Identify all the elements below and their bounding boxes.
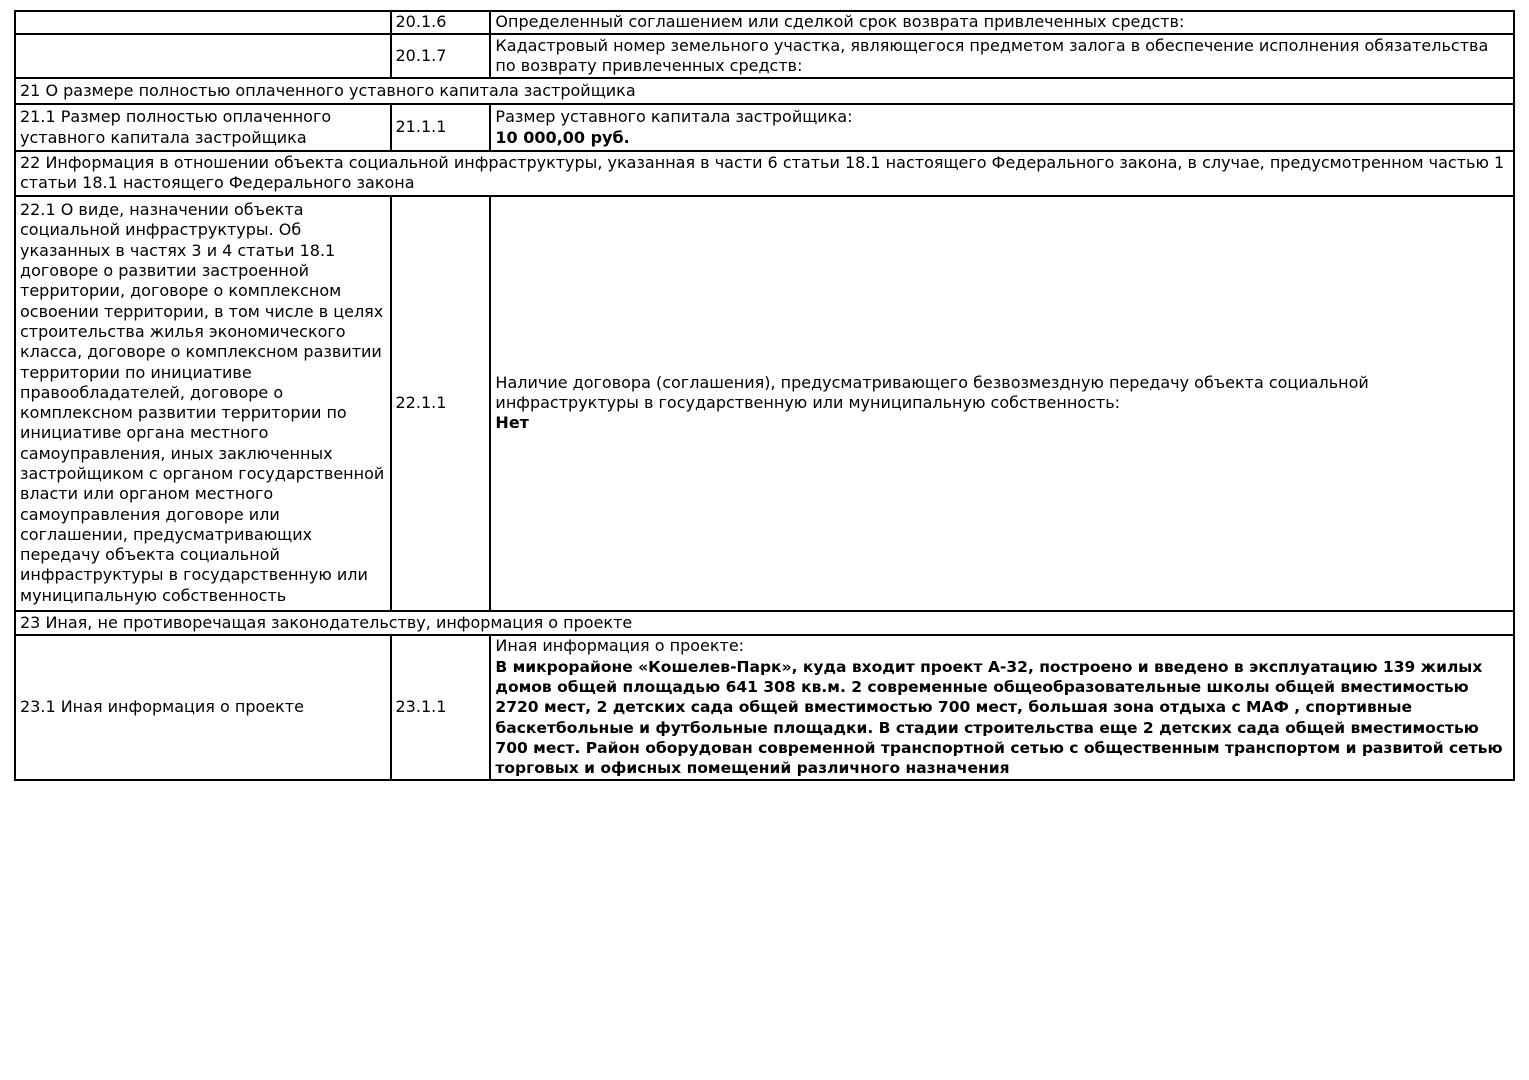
section-title: 22 Информация в отношении объекта социальной инфраструктуры, указанная в части 6 статьи 18.1 настоящего Федерального закона, в случае, предусмотренном частью 1 статьи 18.1 настоящего Федерального закона bbox=[15, 151, 1514, 196]
cell-label: 23.1 Иная информация о проекте bbox=[15, 635, 391, 780]
cell-desc-value bbox=[490, 635, 1514, 780]
desc-line: Наличие договора (соглашения), предусматривающего безвозмездную передачу объекта социальной инфраструктуры в государственную или муниципальную собственность: bbox=[495, 372, 1369, 412]
section-header-row bbox=[15, 151, 1514, 196]
cell-label: 21.1 Размер полностью оплаченного уставного капитала застройщика bbox=[15, 104, 391, 151]
table-row bbox=[15, 196, 1514, 611]
table-row bbox=[15, 34, 1514, 78]
value-line: 10 000,00 руб. bbox=[495, 127, 630, 147]
cell-label-empty bbox=[15, 34, 391, 78]
cell-desc-value bbox=[490, 104, 1514, 151]
cell-desc-value bbox=[490, 196, 1514, 611]
cell-code: 20.1.7 bbox=[391, 34, 491, 78]
cell-desc: Определенный соглашением или сделкой срок возврата привлеченных средств: bbox=[490, 11, 1514, 34]
section-title: 23 Иная, не противоречащая законодательству, информация о проекте bbox=[15, 611, 1514, 635]
cell-code: 21.1.1 bbox=[391, 104, 491, 151]
declaration-table bbox=[14, 10, 1515, 781]
section-header-row bbox=[15, 611, 1514, 635]
table-row bbox=[15, 635, 1514, 780]
cell-code: 23.1.1 bbox=[391, 635, 491, 780]
section-title: 21 О размере полностью оплаченного уставного капитала застройщика bbox=[15, 78, 1514, 104]
cell-code: 22.1.1 bbox=[391, 196, 491, 611]
section-header-row bbox=[15, 78, 1514, 104]
cell-desc: Кадастровый номер земельного участка, являющегося предметом залога в обеспечение исполнения обязательства по возврату привлеченных средств: bbox=[490, 34, 1514, 78]
cell-label-empty bbox=[15, 11, 391, 34]
cell-label: 22.1 О виде, назначении объекта социальной инфраструктуры. Об указанных в частях 3 и 4 статьи 18.1 договоре о развитии застроенной территории, договоре о комплексном освоении территории, в том числе в целях строительства жилья экономического класса, договоре о комплексном развитии территории по инициативе правообладателей, договоре о комплексном развитии территории по инициативе органа местного самоуправления, иных заключенных застройщиком с органом государственной власти или органом местного самоуправления договоре или соглашении, предусматривающих передачу объекта социальной инфраструктуры в государственную или муниципальную собственность bbox=[15, 196, 391, 611]
desc-line: Размер уставного капитала застройщика: bbox=[495, 107, 853, 127]
cell-code: 20.1.6 bbox=[391, 11, 491, 34]
table-row bbox=[15, 104, 1514, 151]
desc-line: Иная информация о проекте: bbox=[495, 636, 745, 656]
value-line: Нет bbox=[495, 413, 529, 433]
table-row bbox=[15, 11, 1514, 34]
value-paragraph: В микрорайоне «Кошелев-Парк», куда входит проект А-32, построено и введено в эксплуатацию 139 жилых домов общей площадью 641 308 кв.м. 2 современные общеобразовательные школы общей вместимостью 2720 мест, 2 детских сада общей вместимостью 700 мест, большая зона отдыха с МАФ , спортивные баскетбольные и футбольные площадки. В стадии строительства еще 2 детских сада общей вместимостью 700 мест. Район оборудован современной транспортной сетью с общественным транспортом и развитой сетью торговых и офисных помещений различного назначения bbox=[495, 657, 1503, 778]
